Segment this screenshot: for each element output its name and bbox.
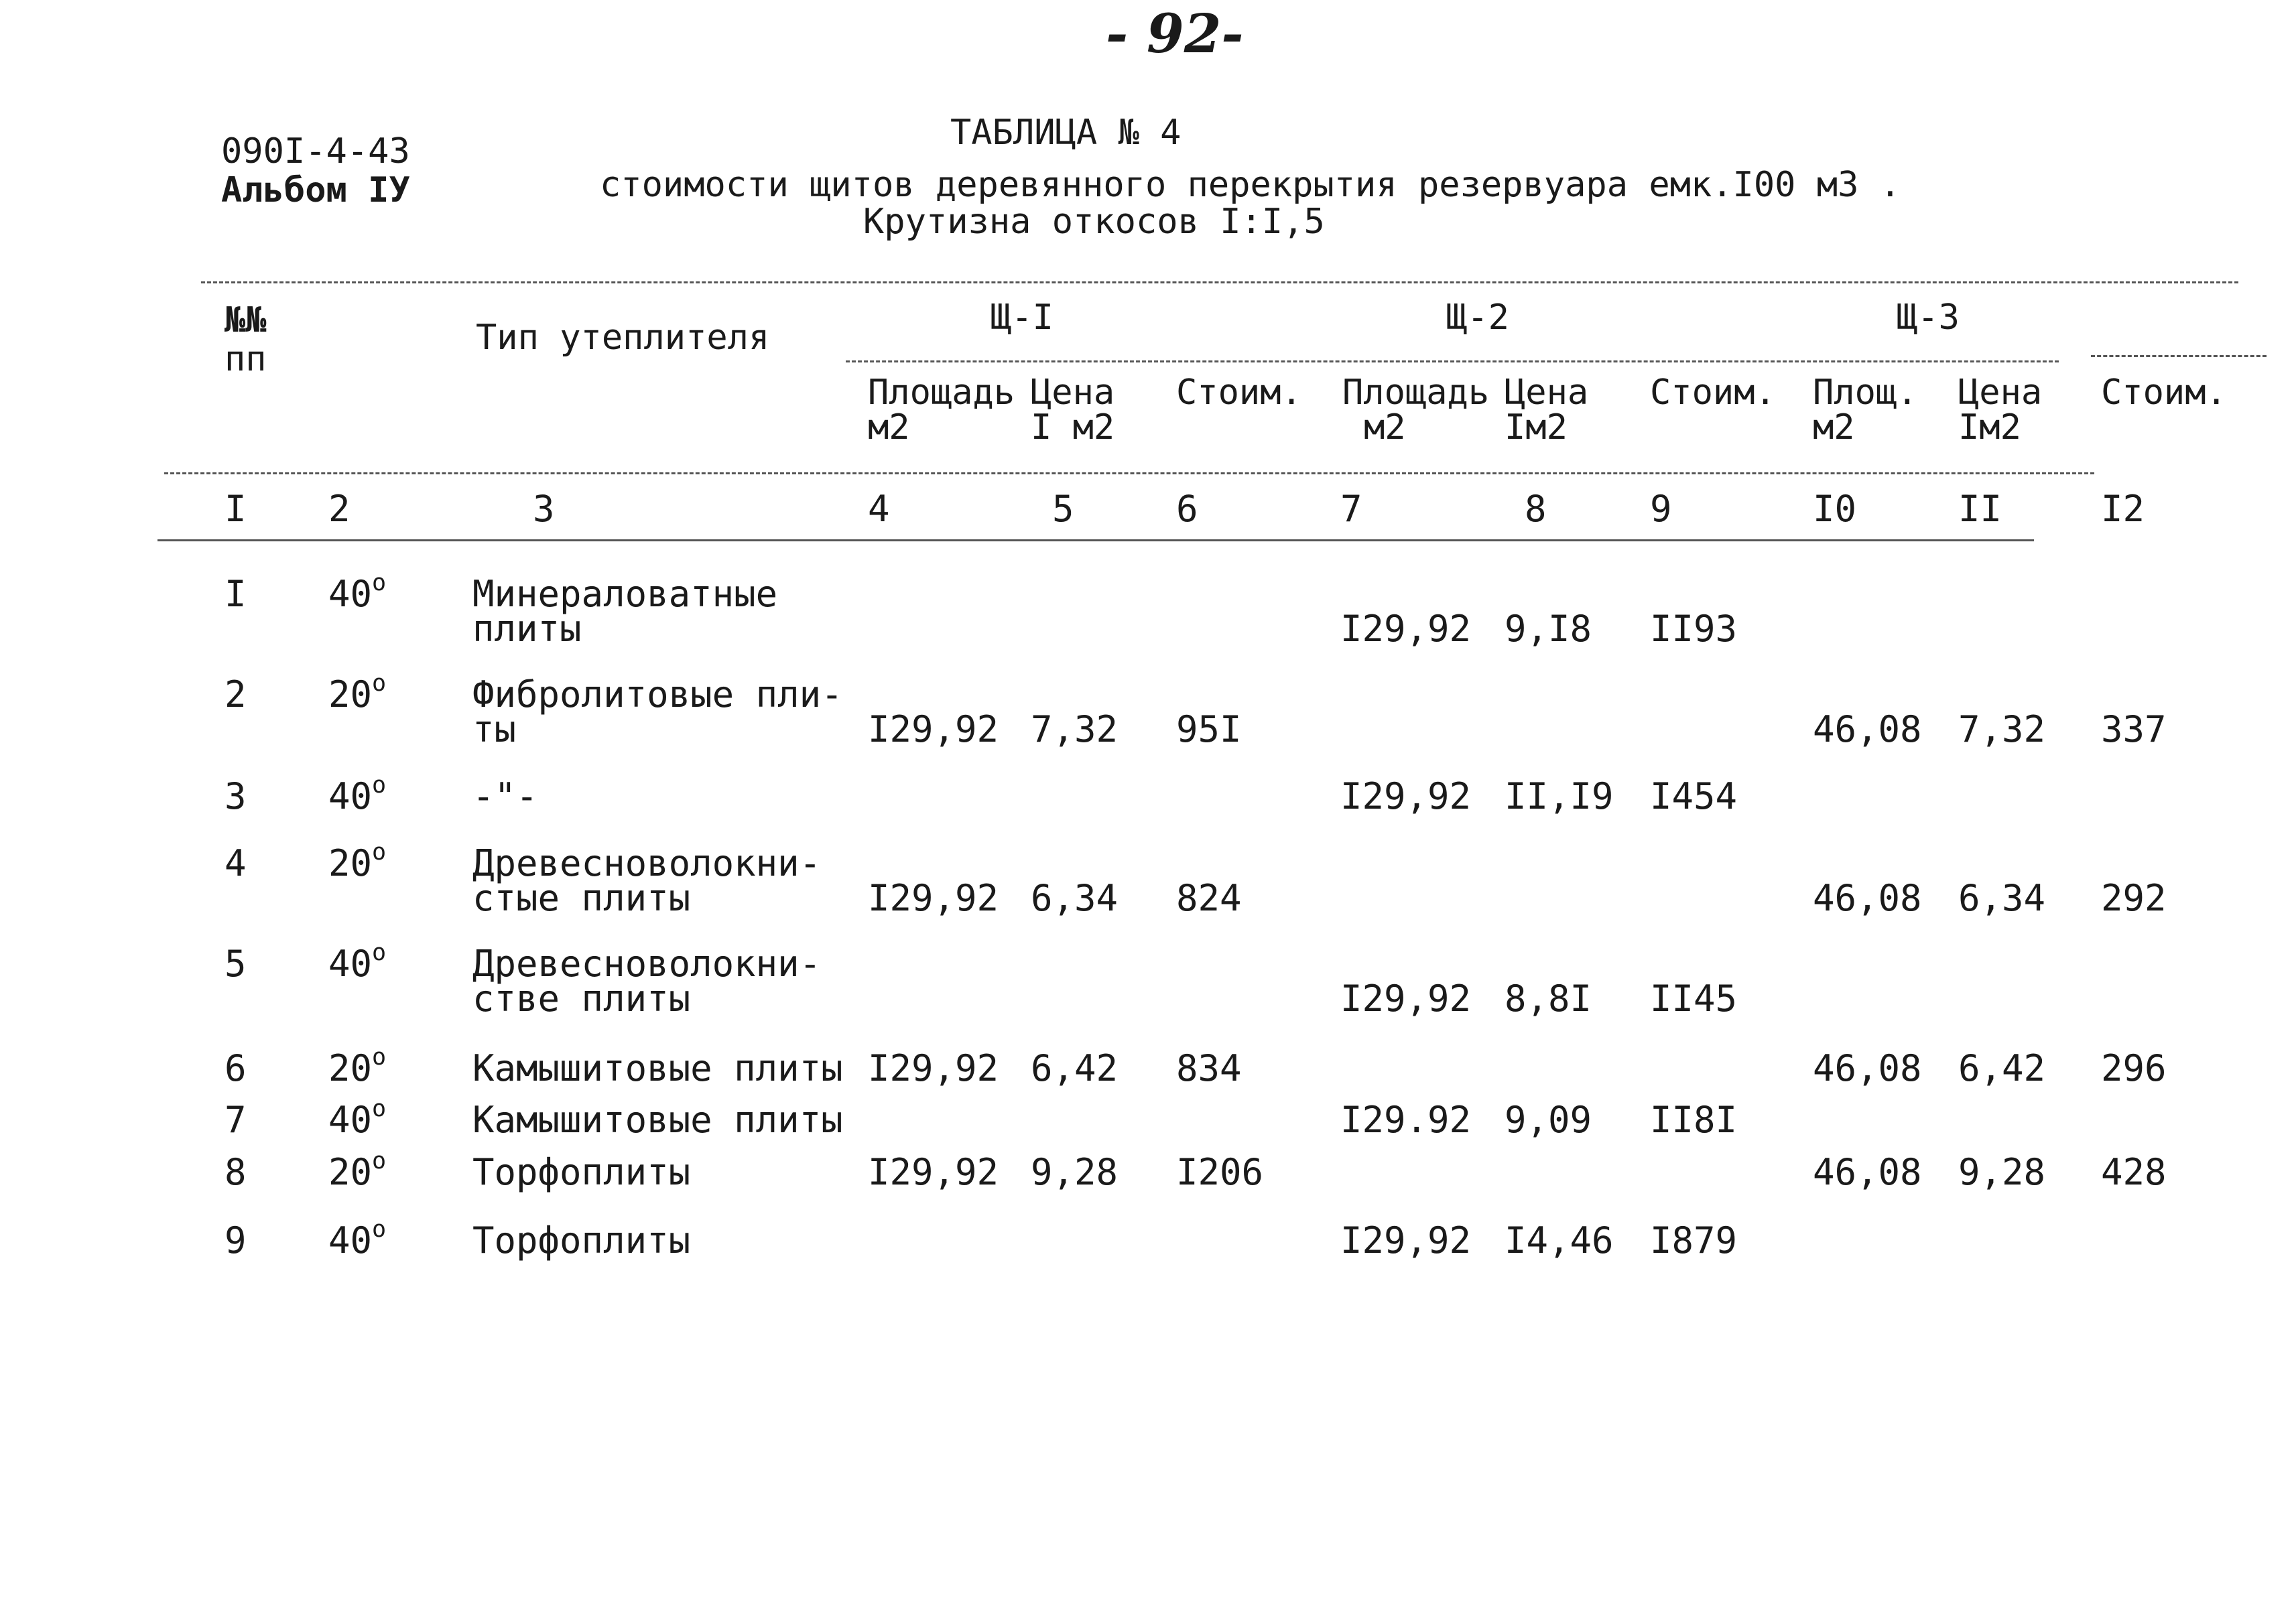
cell-shch1-price: 7,32: [1031, 708, 1119, 750]
cell-shch1-cost: 95I: [1176, 708, 1242, 750]
cell-shch3-area: 46,08: [1813, 877, 1922, 919]
header-bottom-rule: [164, 472, 2094, 474]
cell-shch2-price: 9,I8: [1505, 608, 1592, 650]
row-insulation-type: Камышитовые плиты: [472, 1047, 843, 1089]
degree-mark: о: [372, 837, 387, 866]
cell-shch3-price: 6,42: [1958, 1047, 2046, 1089]
row-number: 7: [225, 1099, 247, 1141]
header-g3-area-2: м2: [1813, 407, 1855, 448]
col-numbers-rule: [157, 539, 2034, 541]
row-insulation-type: Древесноволокни-: [472, 943, 822, 985]
col-number: 6: [1176, 488, 1198, 530]
row-insulation-type: Камышитовые плиты: [472, 1099, 843, 1141]
cell-shch1-price: 9,28: [1031, 1151, 1119, 1193]
header-g3-price-2: Iм2: [1958, 407, 2021, 448]
cell-shch2-cost: I454: [1650, 775, 1738, 817]
row-degree: $20^о$: [328, 1146, 387, 1193]
col-number: 5: [1052, 488, 1074, 530]
header-g1-area-1: Площадь: [868, 373, 1015, 413]
header-group-shch3: Щ-3: [1897, 297, 1960, 338]
col-number: 4: [868, 488, 890, 530]
cell-shch2-area: I29,92: [1340, 775, 1472, 817]
row-number: 5: [225, 943, 247, 985]
cell-shch2-area: I29.92: [1340, 1099, 1472, 1141]
row-number: I: [225, 573, 247, 615]
row-degree: $20^о$: [328, 837, 387, 884]
cell-shch3-price: 7,32: [1958, 708, 2046, 750]
cell-shch3-cost: 428: [2101, 1151, 2167, 1193]
row-degree: $20^о$: [328, 1042, 387, 1089]
row-degree: $40^о$: [328, 1094, 387, 1141]
row-insulation-type: Фибролитовые пли-: [472, 673, 843, 716]
table-title: ТАБЛИЦА № 4: [950, 113, 1182, 153]
header-g2-cost: Стоим.: [1650, 373, 1776, 413]
col-number: 9: [1650, 488, 1672, 530]
degree-mark: о: [372, 1146, 387, 1174]
cell-shch1-area: I29,92: [868, 708, 999, 750]
header-g2-price-2: Iм2: [1505, 407, 1568, 448]
doc-code: 090I-4-43: [221, 131, 410, 172]
cell-shch2-cost: I879: [1650, 1219, 1738, 1262]
row-insulation-type: -"-: [472, 775, 538, 817]
degree-mark: о: [372, 1215, 387, 1243]
cell-shch1-price: 6,42: [1031, 1047, 1119, 1089]
table-top-rule: [201, 281, 2238, 283]
header-g1-cost: Стоим.: [1176, 373, 1302, 413]
cell-shch3-area: 46,08: [1813, 1047, 1922, 1089]
col-number: 2: [328, 488, 350, 530]
header-g1-price-2: I м2: [1031, 407, 1115, 448]
col-number: II: [1958, 488, 2002, 530]
group-underline: [846, 360, 2059, 362]
degree-mark: о: [372, 669, 387, 697]
cell-shch2-price: 8,8I: [1505, 977, 1592, 1020]
row-number: 3: [225, 775, 247, 817]
header-g3-cost: Стоим.: [2101, 373, 2227, 413]
table-subtitle-line1: стоимости щитов деревянного перекрытия резервуара емк.I00 м3 .: [600, 165, 1901, 205]
cell-shch1-cost: 834: [1176, 1047, 1242, 1089]
row-insulation-type-cont: стве плиты: [472, 977, 691, 1020]
degree-mark: о: [372, 1042, 387, 1071]
cell-shch2-price: I4,46: [1505, 1219, 1614, 1262]
cell-shch1-area: I29,92: [868, 1047, 999, 1089]
col-number: 7: [1340, 488, 1362, 530]
cell-shch3-cost: 292: [2101, 877, 2167, 919]
cell-shch2-area: I29,92: [1340, 1219, 1472, 1262]
header-g3-area-1: Площ.: [1813, 373, 1918, 413]
cell-shch1-cost: I206: [1176, 1151, 1264, 1193]
row-insulation-type: Торфоплиты: [472, 1219, 691, 1262]
header-type: Тип утеплителя: [476, 318, 770, 358]
row-insulation-type-cont: плиты: [472, 608, 582, 650]
row-number: 9: [225, 1219, 247, 1262]
group-underline-right: [2091, 355, 2267, 357]
cell-shch2-cost: II93: [1650, 608, 1738, 650]
cell-shch2-area: I29,92: [1340, 977, 1472, 1020]
row-degree: $40^о$: [328, 568, 387, 615]
header-g1-price-1: Цена: [1031, 373, 1115, 413]
col-number: 8: [1525, 488, 1547, 530]
cell-shch2-area: I29,92: [1340, 608, 1472, 650]
row-number: 6: [225, 1047, 247, 1089]
row-degree: $40^о$: [328, 1215, 387, 1262]
row-degree: $20^о$: [328, 669, 387, 716]
header-g2-area-1: Площадь: [1342, 373, 1490, 413]
cell-shch2-price: 9,09: [1505, 1099, 1592, 1141]
row-number: 8: [225, 1151, 247, 1193]
cell-shch2-price: II,I9: [1505, 775, 1614, 817]
header-g3-price-1: Цена: [1958, 373, 2043, 413]
header-group-shch2: Щ-2: [1446, 297, 1509, 338]
degree-mark: о: [372, 568, 387, 596]
col-number: 3: [533, 488, 555, 530]
col-number: I: [225, 488, 247, 530]
header-g2-area-2: м2: [1364, 407, 1406, 448]
row-insulation-type: Древесноволокни-: [472, 842, 822, 884]
header-num-line2: пп: [225, 339, 267, 379]
degree-mark: о: [372, 770, 387, 799]
album-label: Альбом IУ: [221, 170, 410, 210]
cell-shch3-area: 46,08: [1813, 708, 1922, 750]
cell-shch3-price: 9,28: [1958, 1151, 2046, 1193]
cell-shch1-area: I29,92: [868, 877, 999, 919]
cell-shch3-area: 46,08: [1813, 1151, 1922, 1193]
degree-mark: о: [372, 938, 387, 966]
cell-shch1-cost: 824: [1176, 877, 1242, 919]
header-g1-area-2: м2: [868, 407, 910, 448]
row-degree: $40^о$: [328, 770, 387, 817]
page-number: - 92-: [1106, 2, 1244, 65]
cell-shch2-cost: II8I: [1650, 1099, 1738, 1141]
cell-shch1-area: I29,92: [868, 1151, 999, 1193]
row-insulation-type: Торфоплиты: [472, 1151, 691, 1193]
cell-shch2-cost: II45: [1650, 977, 1738, 1020]
table-subtitle-line2: Крутизна откосов I:I,5: [863, 202, 1325, 242]
row-number: 2: [225, 673, 247, 716]
row-degree: $40^о$: [328, 938, 387, 985]
cell-shch1-price: 6,34: [1031, 877, 1119, 919]
row-insulation-type-cont: стые плиты: [472, 877, 691, 919]
header-group-shch1: Щ-I: [991, 297, 1054, 338]
cell-shch3-cost: 296: [2101, 1047, 2167, 1089]
cell-shch3-price: 6,34: [1958, 877, 2046, 919]
col-number: I2: [2101, 488, 2145, 530]
degree-mark: о: [372, 1094, 387, 1122]
row-number: 4: [225, 842, 247, 884]
header-num-line1: №№: [225, 300, 267, 340]
cell-shch3-cost: 337: [2101, 708, 2167, 750]
row-insulation-type: Минераловатные: [472, 573, 778, 615]
col-number: I0: [1813, 488, 1857, 530]
header-g2-price-1: Цена: [1505, 373, 1589, 413]
row-insulation-type-cont: ты: [472, 708, 517, 750]
